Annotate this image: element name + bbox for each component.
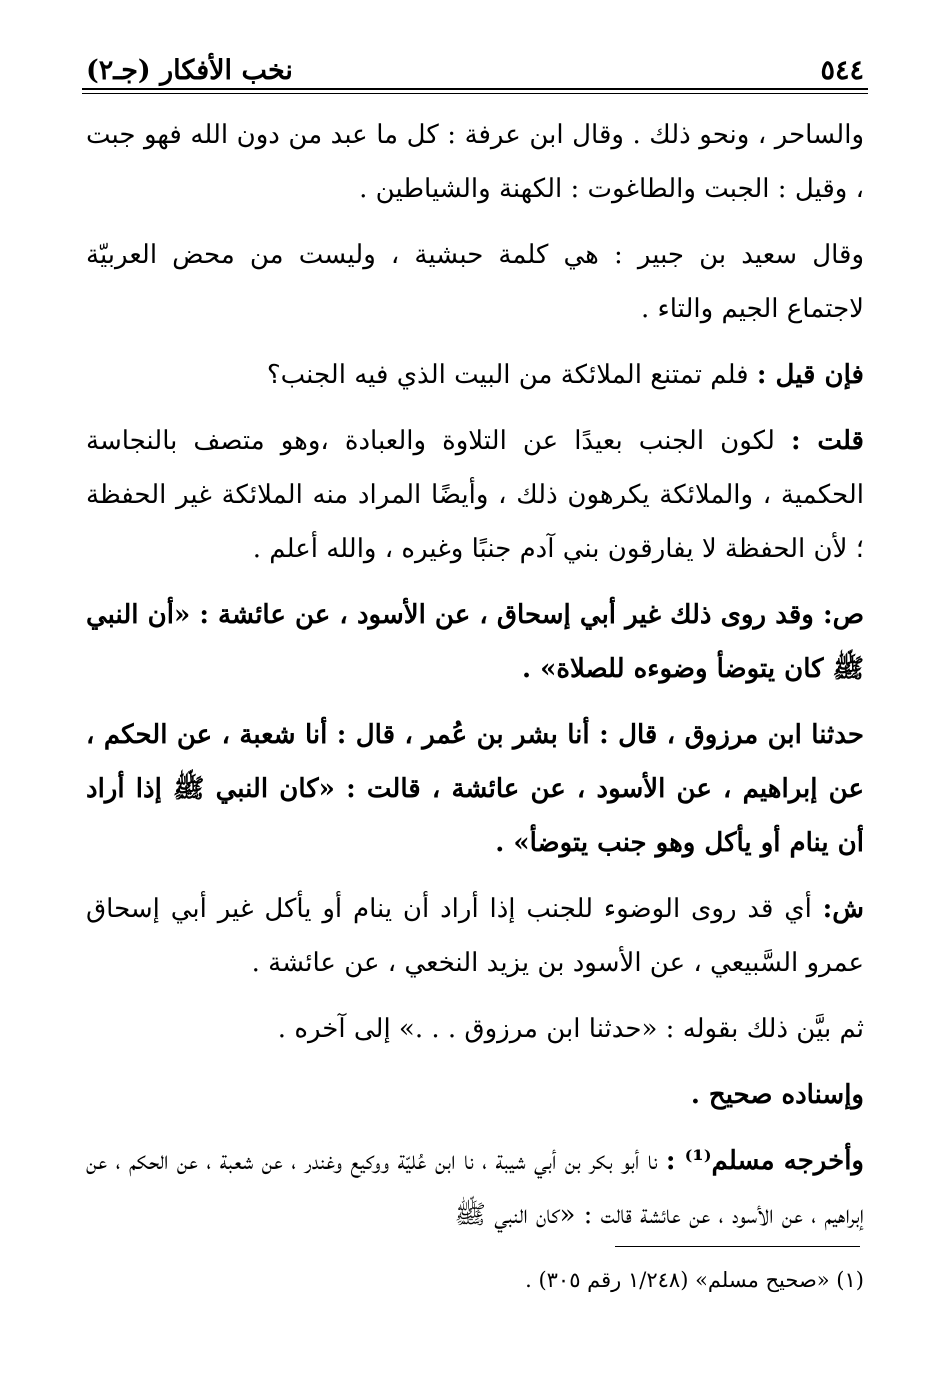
paragraph: والساحر ، ونحو ذلك . وقال ابن عرفة : كل ما عبد من دون الله فهو جبت ، وقيل : الجبت والطاغوت : الكهنة والشياطين . <box>86 120 864 204</box>
page-body <box>86 108 864 1254</box>
paragraph: ص: وقد روى ذلك غير أبي إسحاق ، عن الأسود ، عن عائشة : «أن النبي ﷺ كان يتوضأ وضوءه للصلاة» . <box>86 600 864 684</box>
paragraph-label: ص: <box>822 600 864 630</box>
paragraph-label: وإسناده صحيح . <box>690 1080 864 1110</box>
paragraph: وأخرجه مسلم⁽¹⁾ : نا أبو بكر بن أبي شيبة ، نا ابن عُليّة ووكيع وغندر ، عن شعبة ، عن الحكم ، عن إبراهيم ، عن الأسود ، عن عائشة قالت : «كان النبي ﷺ <box>86 1146 864 1230</box>
footnote-rule <box>615 1246 860 1247</box>
paragraph: حدثنا ابن مرزوق ، قال : أنا بشر بن عُمر ، قال : أنا شعبة ، عن الحكم ، عن إبراهيم ، عن الأسود ، عن عائشة ، قالت : «كان النبي ﷺ إذا أراد أن ينام أو يأكل وهو جنب يتوضأ» . <box>86 720 864 858</box>
paragraph: ثم بيَّن ذلك بقوله : «حدثنا ابن مرزوق . . .» إلى آخره . <box>277 1014 864 1044</box>
header-rule-thin <box>82 93 868 94</box>
paragraph: وقال سعيد بن جبير : هي كلمة حبشية ، وليست من محض العربيّة لاجتماع الجيم والتاء . <box>86 240 864 324</box>
paragraph-label: فإن قيل : <box>756 360 864 390</box>
running-title: نخب الأفكار (جـ٢) <box>86 55 293 86</box>
page-header <box>86 42 864 86</box>
paragraph <box>86 1068 864 1122</box>
paragraph: فإن قيل : فلم تمتنع الملائكة من البيت الذي فيه الجنب؟ <box>266 360 864 390</box>
paragraph-label: قلت : <box>790 426 864 456</box>
paragraph-label: ش: <box>822 894 864 924</box>
paragraph: ش: أي قد روى الوضوء للجنب إذا أراد أن ينام أو يأكل غير أبي إسحاق عمرو السَّبيعي ، عن الأسود بن يزيد النخعي ، عن عائشة . <box>86 894 864 978</box>
header-rule <box>82 88 868 90</box>
paragraph-label: وأخرجه مسلم⁽¹⁾ : <box>665 1146 864 1176</box>
paragraph: قلت : لكون الجنب بعيدًا عن التلاوة والعبادة ،وهو متصف بالنجاسة الحكمية ، والملائكة يكرهون ذلك ، وأيضًا المراد منه الملائكة غير الحفظة ؛ لأن الحفظة لا يفارقون بني آدم جنبًا وغيره ، والله أعلم . <box>86 426 864 564</box>
footnote: (١) «صحيح مسلم» (١/٢٤٨ رقم ٣٠٥) . <box>525 1268 864 1292</box>
page-number: ٥٤٤ <box>820 55 864 86</box>
